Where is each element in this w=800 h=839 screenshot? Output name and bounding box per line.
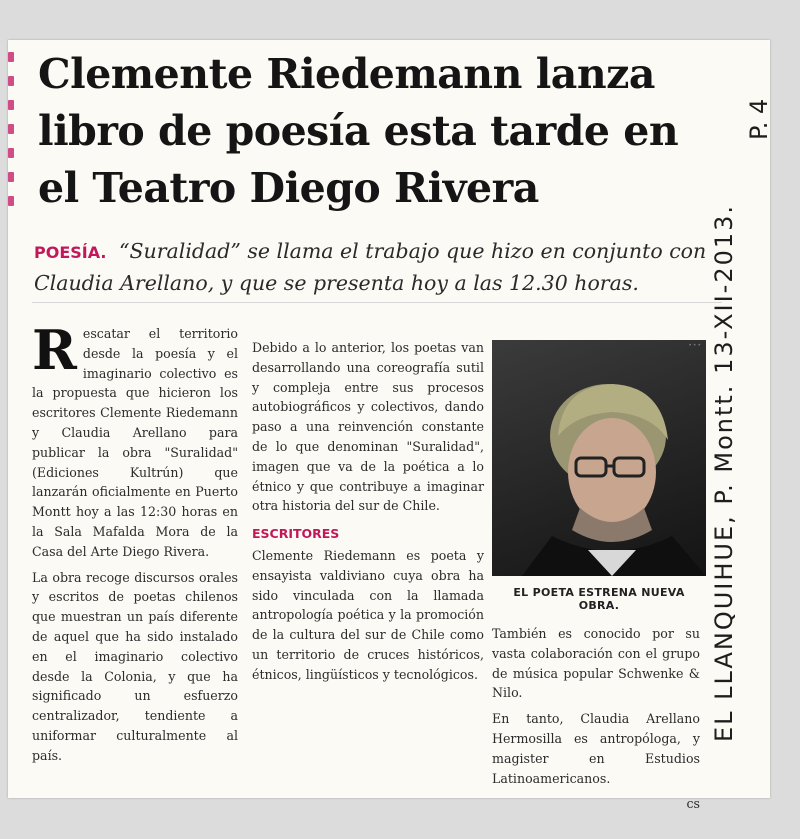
article-column-3 [492, 624, 700, 814]
article-column-2 [252, 338, 484, 691]
subheadline [34, 236, 724, 298]
article-column-1 [32, 318, 238, 772]
portrait-illustration [492, 340, 706, 576]
paragraph [32, 318, 238, 562]
edge-color-marks [8, 52, 16, 242]
paragraph: La obra recoge discursos orales y escritos de poetas chilenos que muestran un país diferente de aquel que ha sido instalado en el imaginario colectivo desde la Colonia, y que ha significado un esfuerzo centralizador, tendiente a uniformar culturalmente al país. [32, 569, 238, 763]
drop-cap: R [32, 318, 77, 382]
paragraph: Clemente Riedemann es poeta y ensayista valdiviano cuya obra ha sido vinculada con la llamada antropología poética y la promoción de la cultura del sur de Chile como un territorio de cruces históricos, étnicos, lingüísticos y tecnológicos. [252, 547, 484, 682]
paragraph: Debido a lo anterior, los poetas van desarrollando una coreografía sutil y compleja entre sus procesos autobiográficos y colectivos, dando paso a una reinvención constante de lo que denominan "Suralidad", imagen que va de la poética a lo étnico y que contribuye a imaginar otra historia del sur de Chile. [252, 340, 484, 514]
photo-credit: ••• [688, 342, 702, 349]
paragraph: También es conocido por su vasta colaboración con el grupo de música popular Schwenke & Nilo. [492, 626, 700, 701]
subhead-text: “Suralidad” se llama el trabajo que hizo en conjunto con Claudia Arellano, y que se presenta hoy a las 12.30 horas. [34, 239, 707, 295]
newspaper-clipping [8, 40, 770, 812]
headline-line-2: libro de poesía esta tarde en [38, 107, 679, 155]
section-heading: ESCRITORES [252, 526, 340, 542]
handwritten-page-note: P. 4 [745, 98, 773, 140]
paragraph-text: escatar el territorio desde la poesía y el imaginario colectivo es la propuesta que hicieron los escritores Clemente Riedemann y Claudia Arellano para publicar la obra "Suralidad" (Ediciones Kultrún) que lanzarán oficialmente en Puerto Montt hoy a las 12:30 horas en la Sala Mafalda Mora de la Casa del Arte Diego Rivera. [32, 326, 238, 559]
headline-line-1: Clemente Riedemann lanza [38, 50, 655, 98]
paragraph: En tanto, Claudia Arellano Hermosilla es antropóloga, y magister en Estudios Latinoamericanos. [492, 711, 700, 786]
photo-caption: EL POETA ESTRENA NUEVA OBRA. [513, 586, 685, 612]
headline-line-3: el Teatro Diego Rivera [38, 164, 539, 212]
handwritten-source-note: EL LLANQUIHUE, P. Montt. 13-XII-2013. [710, 203, 738, 742]
continues-mark: cs [686, 796, 700, 812]
headline [38, 46, 678, 217]
divider [32, 302, 722, 303]
subhead-kicker: POESÍA. [34, 243, 107, 262]
author-photo [492, 340, 706, 576]
